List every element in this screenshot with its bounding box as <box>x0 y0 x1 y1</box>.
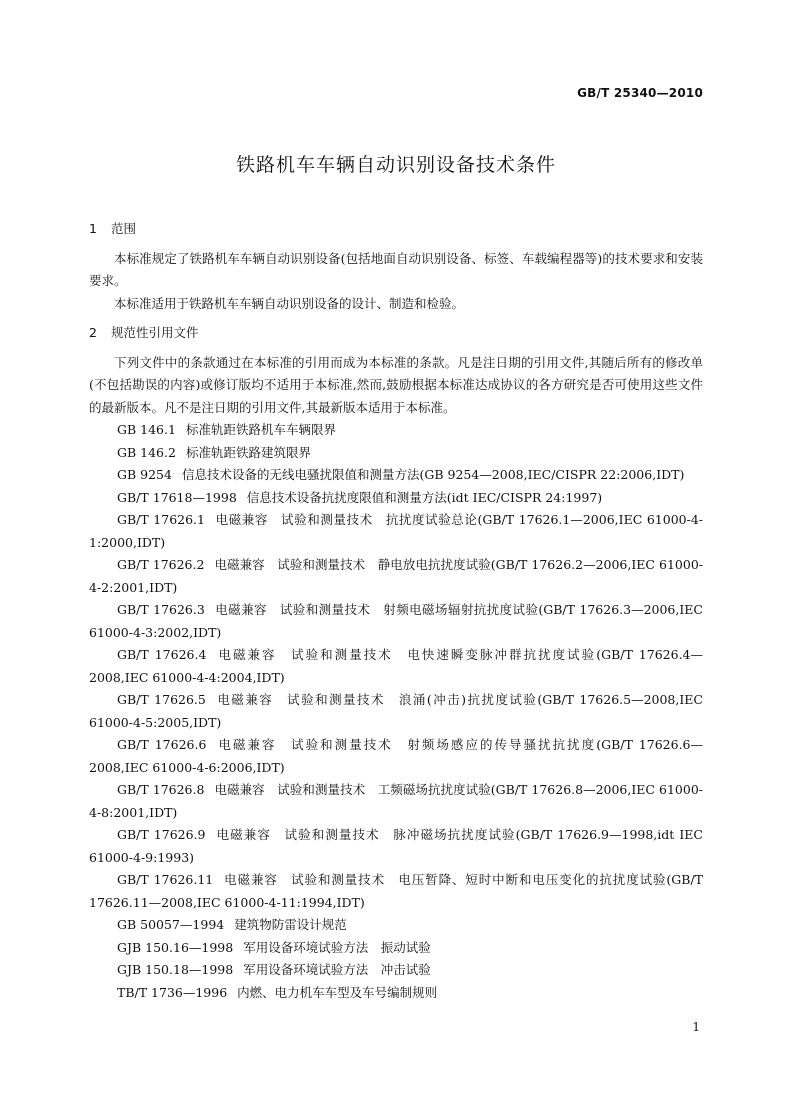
reference-code: GB/T 17626.11 <box>117 872 214 887</box>
reference-title: 电磁兼容 试验和测量技术 脉冲磁场抗扰度试验(GB/T 17626.9—1998,idt IEC 61000-4-9:1993) <box>89 827 703 865</box>
reference-code: GB 146.2 <box>117 444 176 460</box>
reference-title: 信息技术设备抗扰度限值和测量方法(idt IEC/CISPR 24:1997) <box>246 489 603 505</box>
page-number: 1 <box>692 1020 700 1034</box>
reference-title: 电磁兼容 试验和测量技术 浪涌(冲击)抗扰度试验(GB/T 17626.5—2008,IEC 61000-4-5:2005,IDT) <box>89 692 703 730</box>
reference-title: 电磁兼容 试验和测量技术 静电放电抗扰度试验(GB/T 17626.2—2006,IEC 61000-4-2:2001,IDT) <box>89 557 704 595</box>
reference-title: 电磁兼容 试验和测量技术 射频电磁场辐射抗扰度试验(GB/T 17626.3—2006,IEC 61000-4-3:2002,IDT) <box>89 602 703 640</box>
section-number: 1 <box>89 221 97 236</box>
reference-item <box>89 959 703 982</box>
reference-code: TB/T 1736—1996 <box>117 984 228 1000</box>
reference-item <box>89 509 703 554</box>
reference-code: GJB 150.16—1998 <box>117 939 234 955</box>
reference-title: 军用设备环境试验方法 冲击试验 <box>243 962 431 977</box>
reference-code: GB/T 17618—1998 <box>117 489 237 505</box>
reference-title: 信息技术设备的无线电骚扰限值和测量方法(GB 9254—2008,IEC/CISPR 22:2006,IDT) <box>181 467 685 482</box>
reference-code: GB/T 17626.6 <box>117 737 207 752</box>
section-heading-scope <box>89 218 703 241</box>
references-intro: 下列文件中的条款通过在本标准的引用而成为本标准的条款。凡是注日期的引用文件,其随后所有的修改单(不包括勘误的内容)或修订版均不适用于本标准,然而,鼓励根据本标准达成协议的各方研究是否可使用这些文件的最新版本。凡不是注日期的引用文件,其最新版本适用于本标准。 <box>89 354 703 415</box>
reference-code: GB 9254 <box>117 467 172 482</box>
reference-title: 电磁兼容 试验和测量技术 射频场感应的传导骚扰抗扰度(GB/T 17626.6—2008,IEC 61000-4-6:2006,IDT) <box>89 737 703 775</box>
reference-code: GB 146.1 <box>117 422 176 437</box>
reference-code: GB 50057—1994 <box>117 917 225 932</box>
reference-code: GB/T 17626.8 <box>117 782 205 797</box>
reference-title: 标准轨距铁路机车车辆限界 <box>185 422 336 437</box>
reference-item <box>89 644 703 689</box>
reference-title: 电磁兼容 试验和测量技术 抗扰度试验总论(GB/T 17626.1—2006,IEC 61000-4-1:2000,IDT) <box>89 512 703 550</box>
reference-item <box>89 487 703 510</box>
reference-code: GB/T 17626.1 <box>117 512 205 527</box>
reference-title: 电磁兼容 试验和测量技术 电压暂降、短时中断和电压变化的抗扰度试验(GB/T 17626.11—2008,IEC 61000-4-11:1994,IDT) <box>89 872 703 910</box>
document-body <box>89 218 703 1004</box>
reference-item <box>89 824 703 869</box>
section-title: 范围 <box>111 221 137 236</box>
reference-code: GB/T 17626.2 <box>117 557 205 572</box>
reference-list <box>89 419 703 1004</box>
reference-item <box>89 442 703 465</box>
reference-item <box>89 869 703 914</box>
reference-item <box>89 734 703 779</box>
reference-title: 内燃、电力机车车型及车号编制规则 <box>237 984 438 1000</box>
reference-item <box>89 419 703 442</box>
reference-code: GJB 150.18—1998 <box>117 962 234 977</box>
reference-title: 军用设备环境试验方法 振动试验 <box>243 939 431 955</box>
scope-paragraph: 本标准规定了铁路机车车辆自动识别设备(包括地面自动识别设备、标签、车载编程器等)的技术要求和安装要求。 <box>89 250 703 288</box>
reference-title: 电磁兼容 试验和测量技术 电快速瞬变脉冲群抗扰度试验(GB/T 17626.4—2008,IEC 61000-4-4:2004,IDT) <box>89 647 703 685</box>
reference-item <box>89 599 703 644</box>
reference-item <box>89 554 703 599</box>
reference-item <box>89 689 703 734</box>
standard-number: GB/T 25340—2010 <box>577 86 703 100</box>
reference-code: GB/T 17626.4 <box>117 647 207 662</box>
reference-code: GB/T 17626.3 <box>117 602 205 617</box>
reference-code: GB/T 17626.9 <box>117 827 206 842</box>
section-number: 2 <box>89 325 97 340</box>
scope-paragraph: 本标准适用于铁路机车车辆自动识别设备的设计、制造和检验。 <box>114 295 465 311</box>
section-title: 规范性引用文件 <box>111 325 199 340</box>
reference-code: GB/T 17626.5 <box>117 692 206 707</box>
reference-title: 建筑物防雷设计规范 <box>234 917 347 932</box>
document-title: 铁路机车车辆自动识别设备技术条件 <box>235 154 556 176</box>
reference-item <box>89 937 703 960</box>
reference-item <box>89 914 703 937</box>
reference-item <box>89 779 703 824</box>
reference-item <box>89 982 703 1005</box>
reference-item <box>89 464 703 487</box>
section-heading-normative-references <box>89 322 703 345</box>
reference-title: 电磁兼容 试验和测量技术 工频磁场抗扰度试验(GB/T 17626.8—2006,IEC 61000-4-8:2001,IDT) <box>89 782 704 820</box>
reference-title: 标准轨距铁路建筑限界 <box>185 444 311 460</box>
